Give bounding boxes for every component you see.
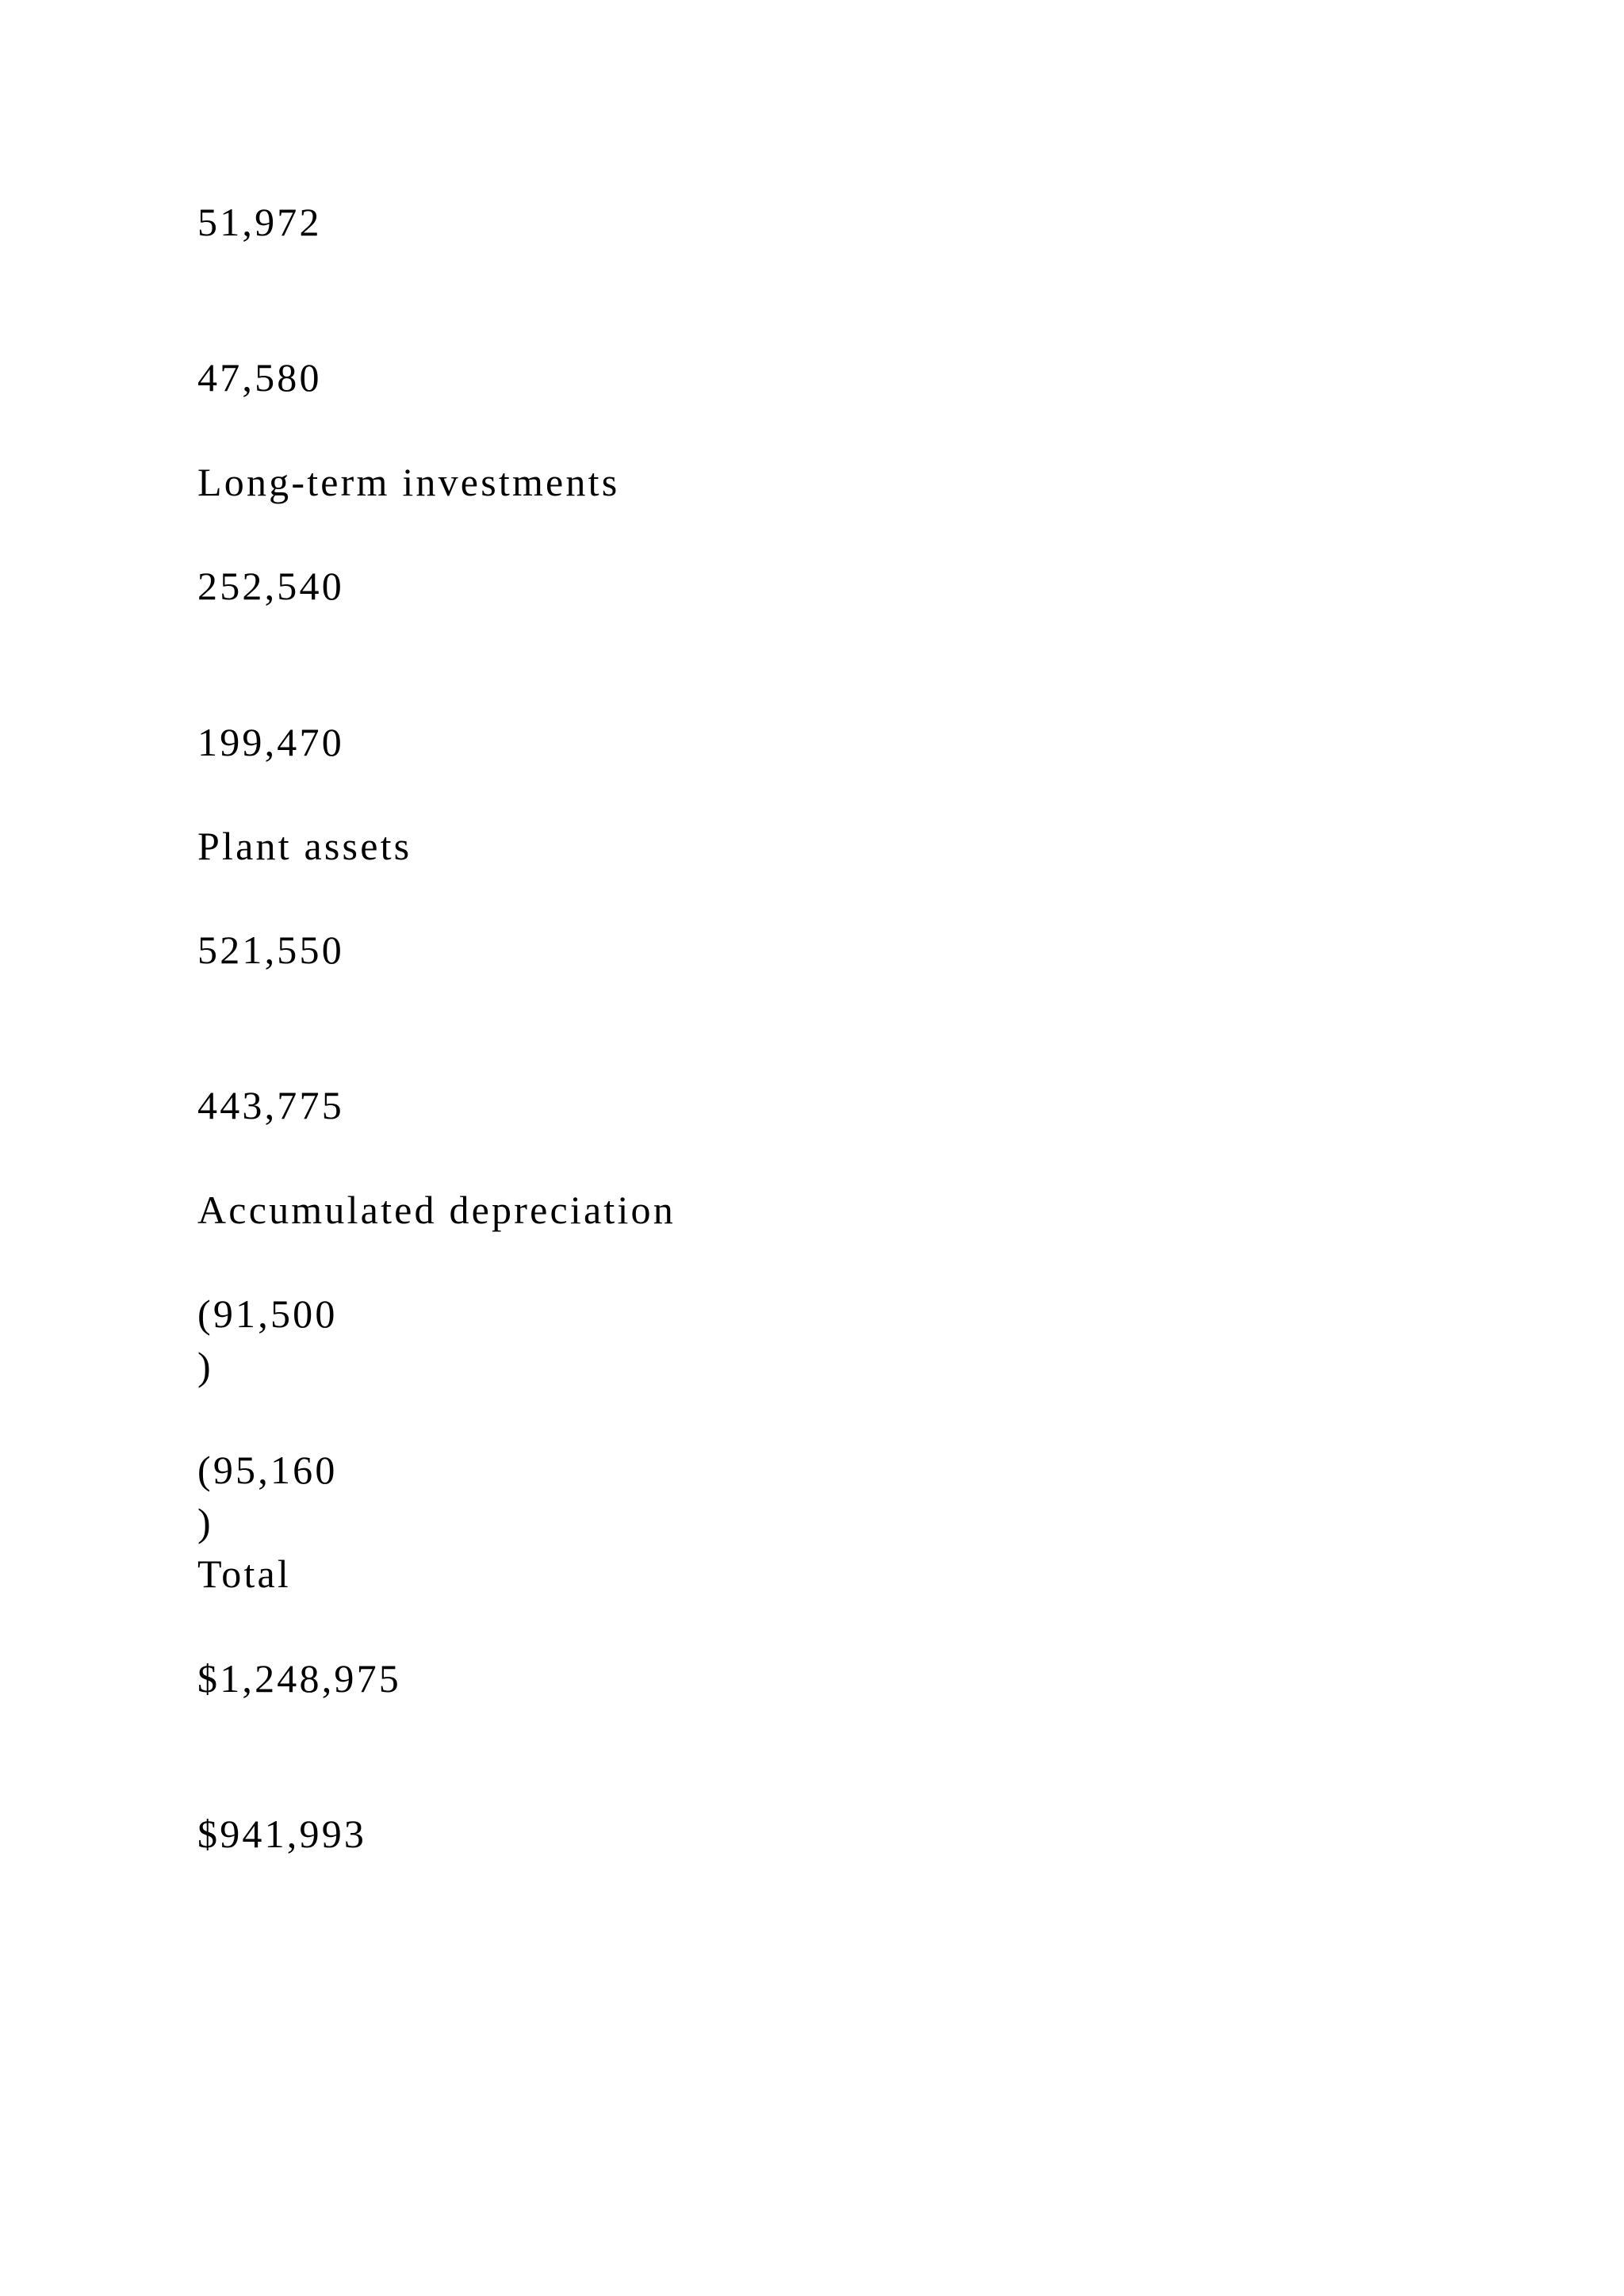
- row-label: Accumulated depreciation: [197, 1188, 676, 1232]
- value-line: (91,500: [197, 1292, 338, 1336]
- total-value: $1,248,975: [197, 1656, 401, 1701]
- value-line: 51,972: [197, 200, 322, 244]
- value-line: 199,470: [197, 720, 344, 764]
- value-line: (95,160: [197, 1448, 338, 1492]
- value-line: 521,550: [197, 928, 344, 972]
- closing-parenthesis: ): [197, 1344, 213, 1388]
- value-line: 443,775: [197, 1083, 344, 1127]
- closing-parenthesis: ): [197, 1500, 213, 1544]
- value-line: 252,540: [197, 564, 344, 608]
- row-label: Long-term investments: [197, 460, 620, 504]
- value-line: 47,580: [197, 355, 322, 400]
- row-label: Plant assets: [197, 824, 412, 868]
- row-label: Total: [197, 1552, 292, 1596]
- total-value: $941,993: [197, 1812, 367, 1856]
